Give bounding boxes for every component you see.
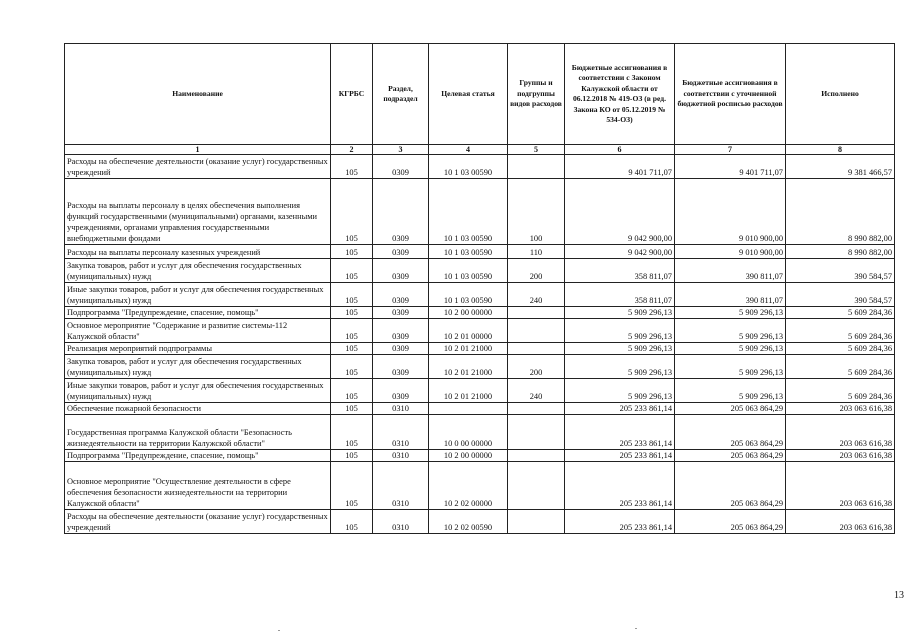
cell-group (508, 450, 565, 462)
cell-law-amount: 5 909 296,13 (565, 379, 675, 403)
cell-section: 0309 (373, 379, 429, 403)
cell-executed-amount: 203 063 616,38 (786, 510, 895, 534)
column-number: 8 (786, 145, 895, 155)
cell-target: 10 1 03 00590 (429, 283, 508, 307)
cell-section: 0309 (373, 259, 429, 283)
cell-name: Иные закупки товаров, работ и услуг для обеспечения государственных (муниципальных) нужд (65, 283, 331, 307)
cell-grbs: 105 (331, 355, 373, 379)
header-refined: Бюджетные ассигнования в соответствии с уточненной бюджетной росписью расходов (675, 44, 786, 145)
cell-name: Основное мероприятие "Осуществление деятельности в сфере обеспечения безопасности жизнедеятельности на территории Калужской области" (65, 462, 331, 510)
cell-group (508, 307, 565, 319)
cell-section: 0309 (373, 343, 429, 355)
cell-grbs: 105 (331, 343, 373, 355)
cell-section: 0309 (373, 307, 429, 319)
cell-name: Расходы на обеспечение деятельности (оказание услуг) государственных учреждений (65, 155, 331, 179)
cell-law-amount: 5 909 296,13 (565, 343, 675, 355)
cell-target: 10 0 00 00000 (429, 415, 508, 450)
cell-target: 10 2 01 00000 (429, 319, 508, 343)
cell-group: 110 (508, 245, 565, 259)
cell-group (508, 319, 565, 343)
header-law: Бюджетные ассигнования в соответствии с Законом Калужской области от 06.12.2018 № 419-ОЗ (в ред. Закона КО от 05.12.2019 № 534-ОЗ) (565, 44, 675, 145)
table-row (65, 155, 895, 179)
cell-law-amount: 358 811,07 (565, 259, 675, 283)
cell-grbs: 105 (331, 462, 373, 510)
table-row (65, 379, 895, 403)
cell-executed-amount: 390 584,57 (786, 283, 895, 307)
cell-executed-amount: 9 381 466,57 (786, 155, 895, 179)
cell-section: 0310 (373, 415, 429, 450)
cell-name: Расходы на выплаты персоналу казенных учреждений (65, 245, 331, 259)
header-grbs: КГРБС (331, 44, 373, 145)
cell-grbs: 105 (331, 415, 373, 450)
column-number: 4 (429, 145, 508, 155)
cell-grbs: 105 (331, 155, 373, 179)
cell-executed-amount: 203 063 616,38 (786, 462, 895, 510)
cell-executed-amount: 203 063 616,38 (786, 403, 895, 415)
cell-law-amount: 205 233 861,14 (565, 403, 675, 415)
cell-refined-amount: 5 909 296,13 (675, 355, 786, 379)
column-number: 5 (508, 145, 565, 155)
cell-group (508, 415, 565, 450)
cell-refined-amount: 9 010 900,00 (675, 245, 786, 259)
cell-refined-amount: 205 063 864,29 (675, 510, 786, 534)
cell-section: 0310 (373, 403, 429, 415)
column-number: 6 (565, 145, 675, 155)
header-group: Группы и подгруппы видов расходов (508, 44, 565, 145)
header-executed: Исполнено (786, 44, 895, 145)
scan-speck (278, 630, 280, 631)
cell-grbs: 105 (331, 259, 373, 283)
cell-name: Закупка товаров, работ и услуг для обеспечения государственных (муниципальных) нужд (65, 259, 331, 283)
table-row (65, 450, 895, 462)
cell-law-amount: 205 233 861,14 (565, 415, 675, 450)
header-name: Наименование (65, 44, 331, 145)
table-row (65, 403, 895, 415)
cell-law-amount: 205 233 861,14 (565, 450, 675, 462)
cell-name: Государственная программа Калужской области "Безопасность жизнедеятельности на территории Калужской области" (65, 415, 331, 450)
cell-grbs: 105 (331, 179, 373, 245)
table-row (65, 355, 895, 379)
cell-group: 240 (508, 283, 565, 307)
cell-section: 0309 (373, 155, 429, 179)
cell-group: 200 (508, 259, 565, 283)
cell-executed-amount: 8 990 882,00 (786, 245, 895, 259)
cell-group (508, 462, 565, 510)
column-number-row (65, 145, 895, 155)
table-row (65, 415, 895, 450)
budget-table (64, 43, 895, 534)
column-number: 3 (373, 145, 429, 155)
table-row (65, 245, 895, 259)
cell-executed-amount: 5 609 284,36 (786, 307, 895, 319)
cell-executed-amount: 5 609 284,36 (786, 319, 895, 343)
cell-group: 200 (508, 355, 565, 379)
cell-target: 10 2 00 00000 (429, 450, 508, 462)
table-row (65, 259, 895, 283)
cell-grbs: 105 (331, 283, 373, 307)
table-row (65, 307, 895, 319)
cell-target: 10 1 03 00590 (429, 179, 508, 245)
cell-section: 0310 (373, 462, 429, 510)
cell-name: Подпрограмма "Предупреждение, спасение, помощь" (65, 307, 331, 319)
cell-grbs: 105 (331, 450, 373, 462)
cell-target: 10 2 01 21000 (429, 355, 508, 379)
cell-grbs: 105 (331, 510, 373, 534)
cell-name: Реализация мероприятий подпрограммы (65, 343, 331, 355)
cell-group (508, 510, 565, 534)
cell-law-amount: 5 909 296,13 (565, 355, 675, 379)
cell-section: 0309 (373, 179, 429, 245)
cell-group: 100 (508, 179, 565, 245)
cell-target (429, 403, 508, 415)
cell-section: 0309 (373, 245, 429, 259)
cell-law-amount: 5 909 296,13 (565, 307, 675, 319)
cell-law-amount: 9 401 711,07 (565, 155, 675, 179)
cell-executed-amount: 8 990 882,00 (786, 179, 895, 245)
cell-target: 10 1 03 00590 (429, 245, 508, 259)
table-row (65, 179, 895, 245)
cell-refined-amount: 205 063 864,29 (675, 462, 786, 510)
cell-law-amount: 9 042 900,00 (565, 179, 675, 245)
cell-refined-amount: 390 811,07 (675, 283, 786, 307)
cell-refined-amount: 5 909 296,13 (675, 343, 786, 355)
cell-refined-amount: 9 401 711,07 (675, 155, 786, 179)
cell-grbs: 105 (331, 307, 373, 319)
cell-refined-amount: 205 063 864,29 (675, 450, 786, 462)
cell-grbs: 105 (331, 379, 373, 403)
cell-name: Закупка товаров, работ и услуг для обеспечения государственных (муниципальных) нужд (65, 355, 331, 379)
cell-executed-amount: 5 609 284,36 (786, 355, 895, 379)
cell-refined-amount: 205 063 864,29 (675, 415, 786, 450)
cell-refined-amount: 5 909 296,13 (675, 379, 786, 403)
cell-executed-amount: 5 609 284,36 (786, 343, 895, 355)
cell-section: 0309 (373, 355, 429, 379)
cell-target: 10 2 02 00590 (429, 510, 508, 534)
cell-target: 10 2 02 00000 (429, 462, 508, 510)
cell-target: 10 2 01 21000 (429, 379, 508, 403)
cell-group (508, 343, 565, 355)
cell-section: 0310 (373, 510, 429, 534)
table-row (65, 319, 895, 343)
table-row (65, 462, 895, 510)
page-number: 13 (894, 590, 904, 601)
column-number: 1 (65, 145, 331, 155)
cell-target: 10 1 03 00590 (429, 259, 508, 283)
table-row (65, 510, 895, 534)
cell-name: Подпрограмма "Предупреждение, спасение, помощь" (65, 450, 331, 462)
table-row (65, 343, 895, 355)
cell-target: 10 2 01 21000 (429, 343, 508, 355)
cell-law-amount: 358 811,07 (565, 283, 675, 307)
cell-refined-amount: 205 063 864,29 (675, 403, 786, 415)
cell-target: 10 1 03 00590 (429, 155, 508, 179)
header-target: Целевая статья (429, 44, 508, 145)
column-number: 2 (331, 145, 373, 155)
cell-grbs: 105 (331, 403, 373, 415)
cell-refined-amount: 390 811,07 (675, 259, 786, 283)
cell-executed-amount: 203 063 616,38 (786, 450, 895, 462)
cell-section: 0309 (373, 283, 429, 307)
cell-refined-amount: 9 010 900,00 (675, 179, 786, 245)
cell-grbs: 105 (331, 245, 373, 259)
cell-section: 0310 (373, 450, 429, 462)
cell-refined-amount: 5 909 296,13 (675, 307, 786, 319)
cell-law-amount: 205 233 861,14 (565, 462, 675, 510)
cell-law-amount: 205 233 861,14 (565, 510, 675, 534)
cell-name: Основное мероприятие "Содержание и развитие системы-112 Калужской области" (65, 319, 331, 343)
header-row (65, 44, 895, 145)
cell-group (508, 155, 565, 179)
cell-executed-amount: 390 584,57 (786, 259, 895, 283)
header-section: Раздел, подраздел (373, 44, 429, 145)
cell-target: 10 2 00 00000 (429, 307, 508, 319)
cell-name: Обеспечение пожарной безопасности (65, 403, 331, 415)
cell-name: Расходы на выплаты персоналу в целях обеспечения выполнения функций государственными (муниципальными) органами, казенными учреждениями, органами управления государственными внебюджетными фондами (65, 179, 331, 245)
cell-group (508, 403, 565, 415)
cell-refined-amount: 5 909 296,13 (675, 319, 786, 343)
table-row (65, 283, 895, 307)
cell-law-amount: 5 909 296,13 (565, 319, 675, 343)
cell-grbs: 105 (331, 319, 373, 343)
cell-name: Расходы на обеспечение деятельности (оказание услуг) государственных учреждений (65, 510, 331, 534)
cell-law-amount: 9 042 900,00 (565, 245, 675, 259)
column-number: 7 (675, 145, 786, 155)
table-body (65, 155, 895, 534)
cell-executed-amount: 203 063 616,38 (786, 415, 895, 450)
cell-name: Иные закупки товаров, работ и услуг для обеспечения государственных (муниципальных) нужд (65, 379, 331, 403)
cell-group: 240 (508, 379, 565, 403)
scan-speck (635, 628, 637, 629)
cell-executed-amount: 5 609 284,36 (786, 379, 895, 403)
cell-section: 0309 (373, 319, 429, 343)
